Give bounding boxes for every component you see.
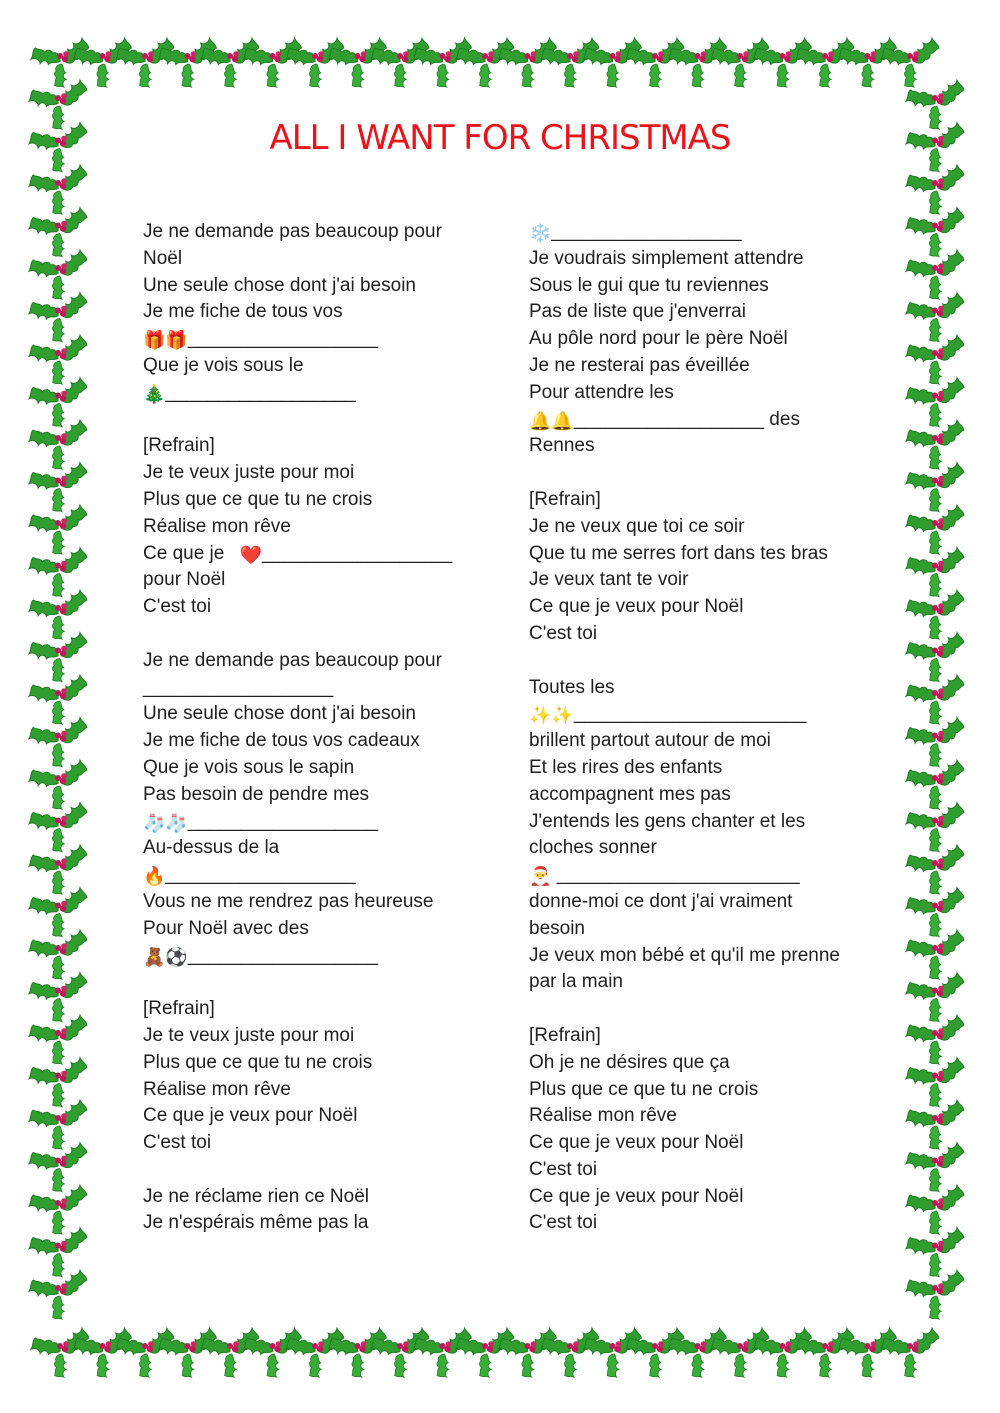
lyric-line: [Refrain] bbox=[143, 998, 215, 1020]
lyric-line: Je me fiche de tous vos bbox=[143, 301, 343, 323]
page-title: ALL I WANT FOR CHRISTMAS bbox=[269, 118, 731, 158]
lyric-line: pour Noël bbox=[143, 569, 226, 591]
stanza-break bbox=[143, 407, 473, 434]
lyric-line bbox=[143, 862, 473, 889]
lyric-line bbox=[143, 326, 473, 353]
lyric-line: Je n'espérais même pas la bbox=[143, 1212, 369, 1234]
sparkles-icon: ✨✨ bbox=[529, 705, 574, 726]
lyric-line: Je ne demande pas beaucoup pour bbox=[143, 649, 442, 671]
answer-blank[interactable]: __________________ bbox=[165, 864, 356, 886]
lyric-line: Je ne resterai pas éveillée bbox=[529, 354, 750, 376]
lyric-line: Je veux mon bébé et qu'il me prenne bbox=[529, 944, 840, 966]
lyric-line: Plus que ce que tu ne crois bbox=[529, 1078, 759, 1100]
lyric-line: Je ne réclame rien ce Noël bbox=[143, 1185, 369, 1207]
answer-blank[interactable]: __________________ bbox=[187, 328, 379, 350]
lyric-line: Rennes bbox=[529, 435, 595, 457]
lyric-line: cloches sonner bbox=[529, 837, 657, 859]
lyric-line: C'est toi bbox=[529, 1212, 598, 1234]
lyric-line: Je me fiche de tous vos cadeaux bbox=[143, 730, 420, 752]
lyric-line: Que tu me serres fort dans tes bras bbox=[529, 542, 828, 564]
lyrics-column-left bbox=[143, 219, 473, 1237]
socks-icon: 🧦🧦 bbox=[143, 812, 188, 833]
lyric-line: Vous ne me rendrez pas heureuse bbox=[143, 890, 434, 912]
answer-blank[interactable]: __________________ bbox=[187, 810, 379, 832]
lyric-line: Pour attendre les bbox=[529, 381, 674, 403]
lyric-line bbox=[143, 809, 473, 836]
lyric-line: brillent partout autour de moi bbox=[529, 730, 771, 752]
lyric-line: Plus que ce que tu ne crois bbox=[143, 1051, 373, 1073]
lyric-line: Sous le gui que tu reviennes bbox=[529, 274, 769, 296]
holly-icon bbox=[28, 1269, 89, 1320]
lyric-line bbox=[143, 943, 473, 970]
lyric-line: Réalise mon rêve bbox=[529, 1105, 677, 1127]
lyric-line: Ce que je veux pour Noël bbox=[143, 1105, 358, 1127]
lyric-line: [Refrain] bbox=[529, 1024, 601, 1046]
answer-blank[interactable]: __________________ bbox=[262, 542, 453, 564]
lyric-line bbox=[529, 701, 874, 728]
lyric-line bbox=[529, 862, 874, 889]
answer-blank[interactable]: __________________ bbox=[165, 381, 356, 403]
lyric-line: Ce que je veux pour Noël bbox=[529, 1185, 744, 1207]
stanza-break bbox=[529, 648, 874, 675]
lyric-line: Ce que je veux pour Noël bbox=[529, 1132, 744, 1154]
stanza-break bbox=[143, 1157, 473, 1184]
fire-icon: 🔥 bbox=[143, 866, 166, 887]
lyric-line: Je te veux juste pour moi bbox=[143, 462, 355, 484]
lyric-line: C'est toi bbox=[143, 1132, 212, 1154]
santa-icon: 🎅 bbox=[529, 866, 552, 887]
stanza-break bbox=[143, 621, 473, 648]
lyric-line: J'entends les gens chanter et les bbox=[529, 810, 806, 832]
lyric-line: Plus que ce que tu ne crois bbox=[143, 488, 373, 510]
heart-icon: ❤️ bbox=[239, 544, 263, 565]
lyric-line: Que je vois sous le sapin bbox=[143, 756, 355, 778]
lyric-line: __________________ bbox=[143, 676, 334, 698]
stanza-break bbox=[143, 969, 473, 996]
lyric-line: donne-moi ce dont j'ai vraiment bbox=[529, 890, 793, 912]
lyric-line bbox=[143, 541, 473, 568]
lyric-line: Que je vois sous le bbox=[143, 354, 304, 376]
holly-icon bbox=[905, 1269, 966, 1320]
lyric-line: Noël bbox=[143, 247, 183, 269]
lyric-line: Pour Noël avec des bbox=[143, 917, 309, 939]
lyric-line: Une seule chose dont j'ai besoin bbox=[143, 274, 416, 296]
lyric-line: Pas de liste que j'enverrai bbox=[529, 301, 746, 323]
lyric-line: Réalise mon rêve bbox=[143, 1078, 291, 1100]
lyric-line: [Refrain] bbox=[529, 488, 601, 510]
lyric-line: Au pôle nord pour le père Noël bbox=[529, 328, 788, 350]
teddy-ball-icon: 🧸⚽ bbox=[143, 946, 188, 967]
gift-icon: 🎁🎁 bbox=[143, 330, 188, 351]
lyrics-column-right bbox=[529, 219, 874, 1237]
lyric-line: Ce que je veux pour Noël bbox=[529, 596, 744, 618]
lyric-line: C'est toi bbox=[143, 596, 212, 618]
lyric-line: Oh je ne désires que ça bbox=[529, 1051, 730, 1073]
answer-blank[interactable]: __________________ bbox=[551, 221, 742, 242]
bells-icon: 🔔🔔 bbox=[529, 410, 574, 431]
answer-blank[interactable]: __________________ bbox=[187, 944, 379, 966]
lyric-line: [Refrain] bbox=[143, 435, 215, 457]
answer-blank[interactable]: ______________________ bbox=[573, 703, 807, 725]
answer-blank[interactable]: _______________________ bbox=[551, 864, 800, 886]
lyric-line: C'est toi bbox=[529, 622, 598, 644]
lyric-line: accompagnent mes pas bbox=[529, 783, 731, 805]
lyric-line: besoin bbox=[529, 917, 585, 939]
lyric-line: Je ne demande pas beaucoup pour bbox=[143, 221, 442, 242]
lyric-line bbox=[143, 380, 473, 407]
lyric-line: Je voudrais simplement attendre bbox=[529, 247, 804, 269]
lyric-line: Toutes les bbox=[529, 676, 615, 698]
lyric-line: par la main bbox=[529, 971, 623, 993]
christmas-tree-icon: 🎄 bbox=[143, 383, 166, 404]
lyric-line: Et les rires des enfants bbox=[529, 756, 723, 778]
lyric-line: Pas besoin de pendre mes bbox=[143, 783, 370, 805]
lyric-line: Au-dessus de la bbox=[143, 837, 280, 859]
lyric-line: Réalise mon rêve bbox=[143, 515, 291, 537]
lyric-line: C'est toi bbox=[529, 1158, 598, 1180]
lyric-line: Je ne veux que toi ce soir bbox=[529, 515, 745, 537]
lyric-line: Je te veux juste pour moi bbox=[143, 1024, 355, 1046]
lyric-line: Je veux tant te voir bbox=[529, 569, 689, 591]
stanza-break bbox=[529, 460, 874, 487]
lyric-line bbox=[529, 407, 874, 434]
lyric-line: Une seule chose dont j'ai besoin bbox=[143, 703, 416, 725]
lyric-line bbox=[529, 219, 874, 246]
lyric-text: Ce que je bbox=[143, 542, 230, 564]
answer-blank[interactable]: __________________ des bbox=[573, 408, 800, 430]
snowflake-icon: ❄️ bbox=[529, 223, 552, 243]
stanza-break bbox=[529, 996, 874, 1023]
